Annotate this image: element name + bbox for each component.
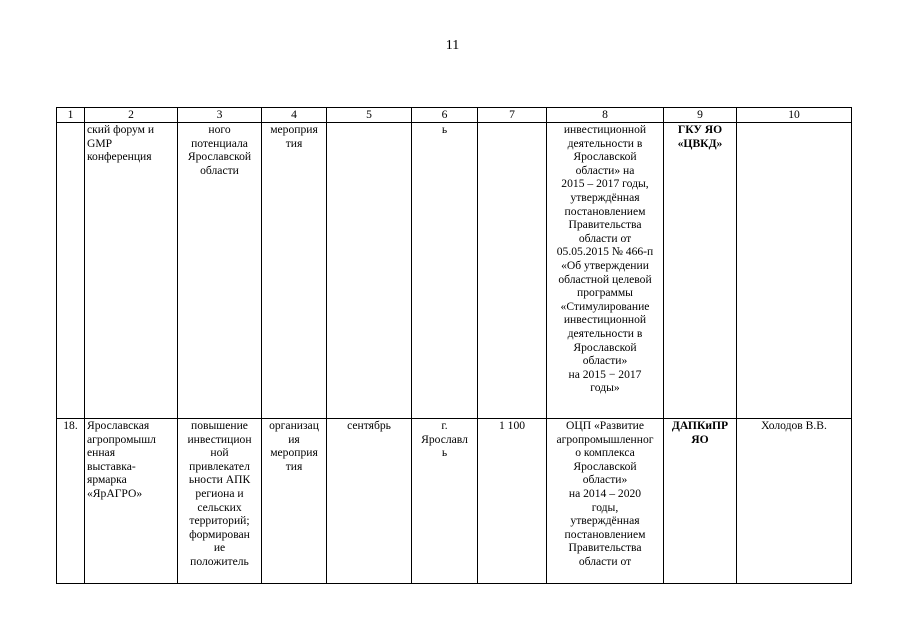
header-cell: 8 [547,108,664,123]
cell-date [327,123,412,419]
cell-number: 18. [57,419,85,584]
header-cell: 10 [737,108,852,123]
header-cell: 6 [412,108,478,123]
cell-program: ОЦП «Развитие агропромышленног о комплекса Ярославской области» на 2014 – 2020 годы, утверждённая постановлением Правительства области от [547,419,664,584]
header-cell: 1 [57,108,85,123]
cell-executor: ДАПКиПР ЯО [664,419,737,584]
cell-event-name: ский форум и GMP конференция [85,123,178,419]
cell-executor: ГКУ ЯО «ЦВКД» [664,123,737,419]
cell-form: организац ия мероприя тия [262,419,327,584]
cell-responsible: Холодов В.В. [737,419,852,584]
cell-date: сентябрь [327,419,412,584]
header-row [57,108,852,123]
cell-responsible [737,123,852,419]
cell-amount: 1 100 [478,419,547,584]
header-cell: 5 [327,108,412,123]
cell-amount [478,123,547,419]
table-row [57,419,852,584]
header-cell: 3 [178,108,262,123]
cell-goal: повышение инвестицион ной привлекател ьности АПК региона и сельских территорий; формирован ие положитель [178,419,262,584]
header-cell: 9 [664,108,737,123]
table-row [57,123,852,419]
cell-place: г. Ярославл ь [412,419,478,584]
events-table [56,107,852,584]
cell-number [57,123,85,419]
cell-form: мероприя тия [262,123,327,419]
header-cell: 2 [85,108,178,123]
header-cell: 7 [478,108,547,123]
cell-place: ь [412,123,478,419]
cell-event-name: Ярославская агропромышл енная выставка- ярмарка «ЯрАГРО» [85,419,178,584]
cell-goal: ного потенциала Ярославской области [178,123,262,419]
header-cell: 4 [262,108,327,123]
page-number: 11 [445,38,460,53]
cell-program: инвестиционной деятельности в Ярославской области» на 2015 – 2017 годы, утверждённая постановлением Правительства области от 05.05.2015 № 466-п «Об утверждении областной целевой программы «Стимулирование инвестиционной деятельности в Ярославской области» на 2015 − 2017 годы» [547,123,664,419]
